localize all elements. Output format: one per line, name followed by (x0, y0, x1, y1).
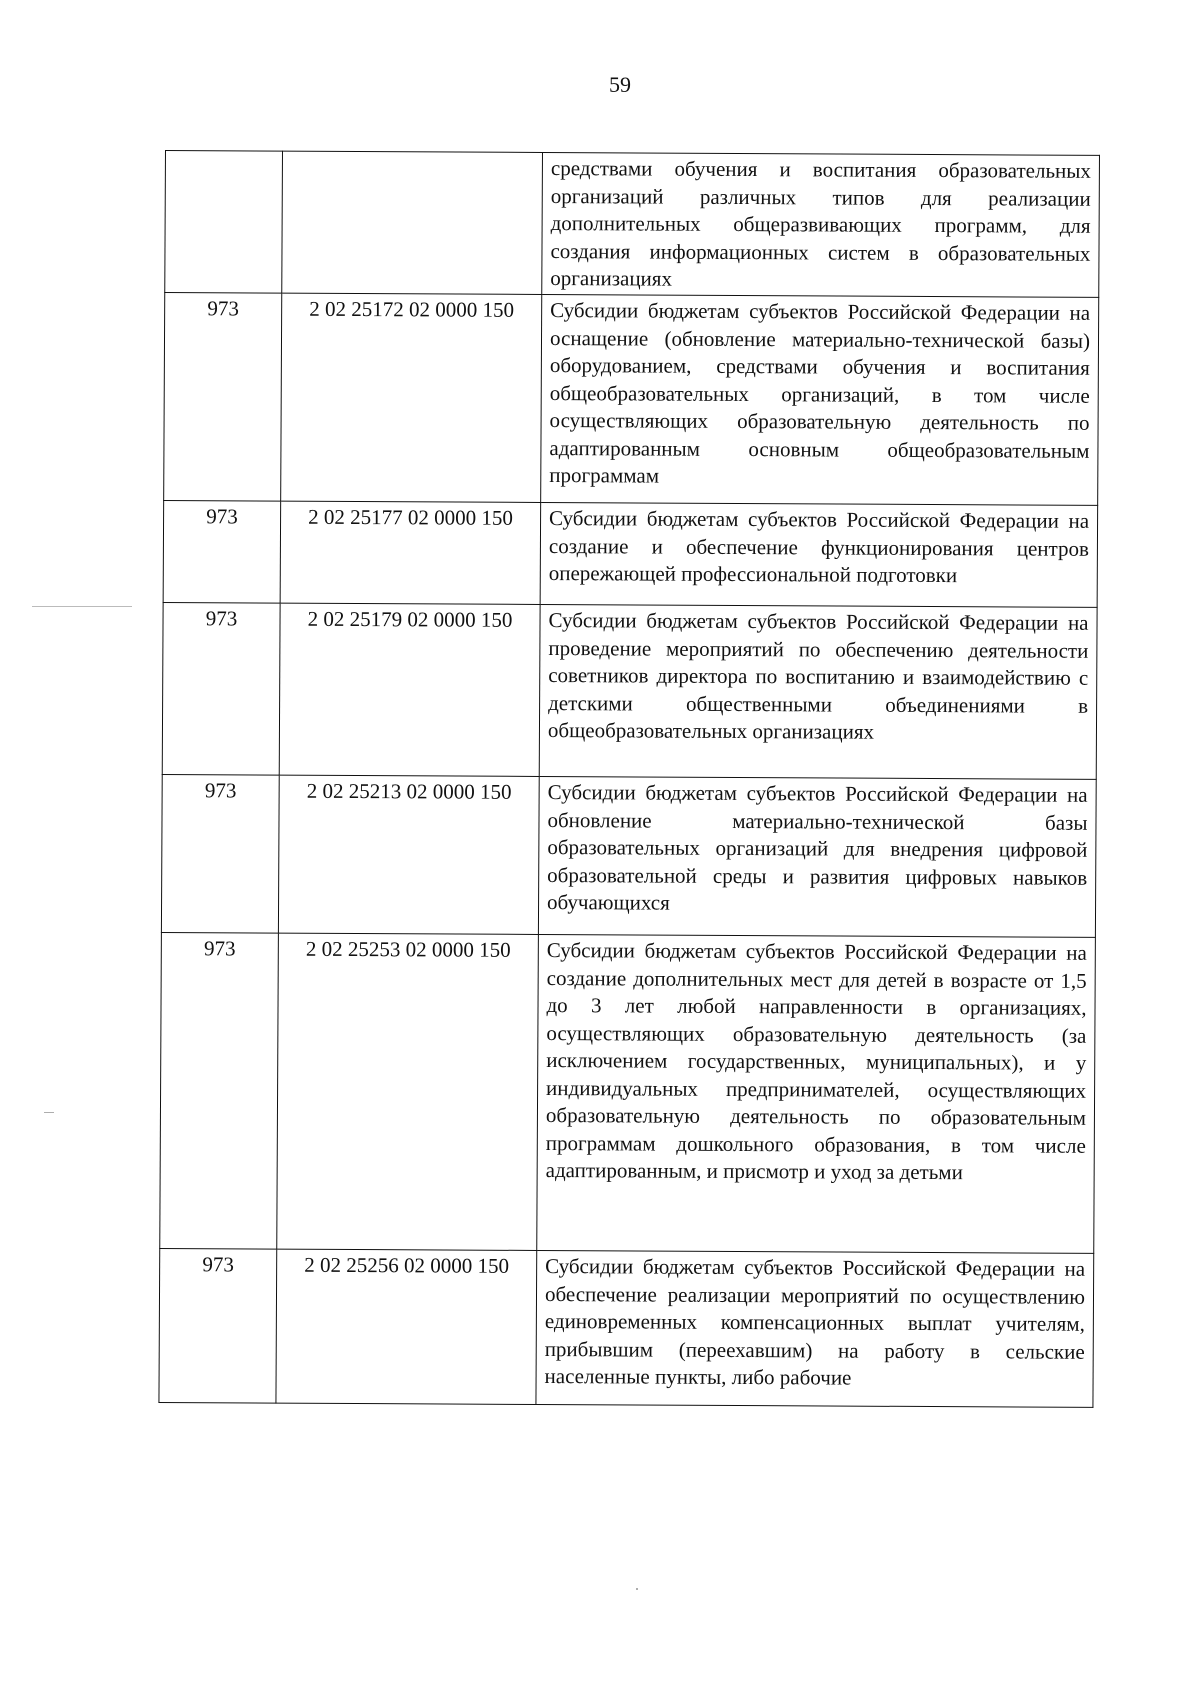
description-cell: Субсидии бюджетам субъектов Российской Федерации на проведение мероприятий по обеспечению деятельности советников директора по воспитанию и взаимодействию с детскими общественными объединениями в общеобразовательных организациях (547, 608, 1089, 744)
description-cell: Субсидии бюджетам субъектов Российской Федерации на оснащение (обновление материально-технической базы) оборудованием, средствами обучения и воспитания общеобразовательных организаций, в том числе осуществляющих образовательную деятельность по адаптированным основным общеобразовательным программам (549, 298, 1091, 488)
budget-code-cell (282, 151, 543, 294)
budget-code-cell: 2 02 25213 02 0000 150 (278, 775, 539, 934)
description-cell: Субсидии бюджетам субъектов Российской Федерации на создание дополнительных мест для детей в возрасте от 1,5 до 3 лет любой направленности в организациях, осуществляющих образовательную деятельность (за исключением государственных, муниципальных), и у индивидуальных предпринимателей, осуществляющих образовательную деятельность по образовательным программам дошкольного образования, в том числе адаптированным, и присмотр и уход за детьми (545, 938, 1087, 1185)
scan-artifact-tick (44, 1112, 54, 1113)
table-row (159, 1248, 1094, 1407)
table-row (163, 500, 1098, 607)
admin-code-cell: 973 (161, 774, 279, 933)
table-row (161, 774, 1096, 937)
table-row (165, 151, 1100, 298)
budget-code-cell: 2 02 25177 02 0000 150 (280, 501, 541, 604)
admin-code-cell (165, 151, 283, 294)
description-cell: Субсидии бюджетам субъектов Российской Федерации на обеспечение реализации мероприятий по осуществлению единовременных компенсационных выплат учителям, прибывшим (переехавшим) на работу в сельские населенные пункты, либо рабочие (544, 1254, 1086, 1390)
page-number: 59 (609, 72, 631, 97)
table-row (160, 932, 1096, 1253)
admin-code-cell: 973 (164, 293, 282, 502)
budget-classification-table (158, 150, 1100, 1408)
scan-artifact-dot (636, 1588, 638, 1590)
scan-artifact-line (32, 606, 132, 607)
description-cell: средствами обучения и воспитания образовательных организаций различных типов для реализации дополнительных общеразвивающих программ, для создания информационных систем в образовательных организациях (550, 156, 1091, 291)
table-row (164, 293, 1099, 506)
budget-code-cell: 2 02 25256 02 0000 150 (276, 1249, 537, 1404)
admin-code-cell: 973 (163, 500, 281, 603)
description-cell: Субсидии бюджетам субъектов Российской Федерации на обновление материально-технической базы образовательных организаций для внедрения цифровой образовательной среды и развития цифровых навыков обучающихся (547, 780, 1088, 915)
admin-code-cell: 973 (160, 932, 279, 1249)
budget-code-cell: 2 02 25253 02 0000 150 (277, 933, 539, 1250)
description-cell: Субсидии бюджетам субъектов Российской Федерации на создание и обеспечение функционирования центров опережающей профессиональной подготовки (548, 506, 1090, 588)
admin-code-cell: 973 (159, 1248, 277, 1403)
admin-code-cell: 973 (162, 602, 280, 775)
table-row (162, 602, 1097, 779)
budget-code-cell: 2 02 25172 02 0000 150 (281, 293, 542, 502)
budget-code-cell: 2 02 25179 02 0000 150 (279, 603, 540, 776)
